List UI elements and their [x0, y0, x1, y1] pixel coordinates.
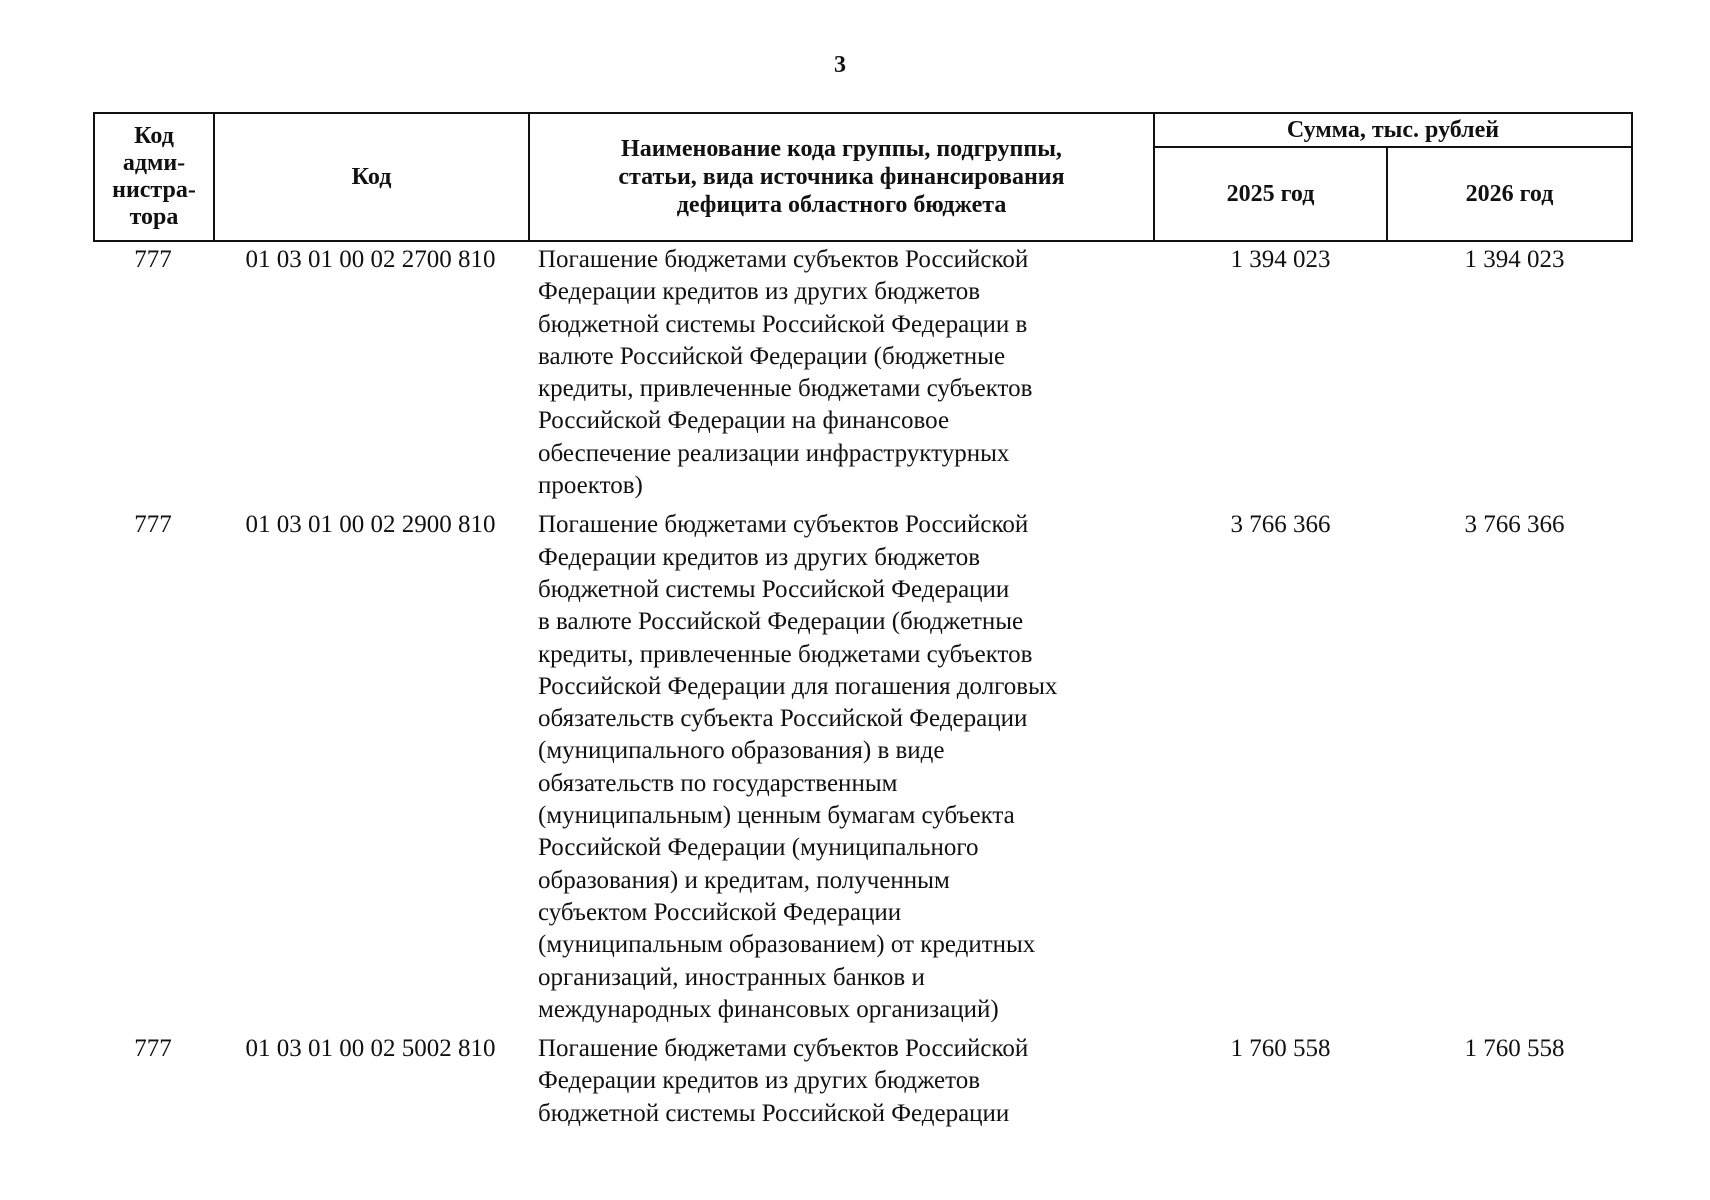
page-number: 3 — [834, 52, 846, 78]
name-line: Федерации кредитов из других бюджетов — [538, 1067, 981, 1095]
header-admin-code-line: Код — [134, 123, 174, 149]
name-line: проектов) — [538, 472, 643, 500]
name-line: Российской Федерации для погашения долговых — [538, 672, 1058, 700]
name-line: в валюте Российской Федерации (бюджетные — [538, 608, 1024, 636]
name-cell — [528, 509, 1163, 1026]
header-year-2026: 2026 год — [1387, 147, 1632, 241]
table-body — [93, 242, 1631, 1130]
name-line: (муниципального образования) в виде — [538, 737, 945, 765]
header-name-line: Наименование кода группы, подгруппы, — [621, 136, 1062, 162]
code-cell: 01 03 01 00 02 2700 810 — [245, 246, 496, 273]
table-row — [93, 1033, 1631, 1130]
name-line: кредиты, привлеченные бюджетами субъектов — [538, 375, 1033, 403]
name-line: (муниципальным) ценным бумагам субъекта — [538, 802, 1015, 830]
name-line: бюджетной системы Российской Федерации — [538, 1099, 1010, 1127]
sum-2026-cell: 3 766 366 — [1464, 511, 1565, 539]
name-line: Федерации кредитов из других бюджетов — [538, 278, 981, 306]
admin-code-cell: 777 — [134, 1035, 172, 1063]
sum-2026-cell: 1 394 023 — [1464, 246, 1565, 273]
table-row — [93, 244, 1631, 502]
table-row — [93, 509, 1631, 1026]
name-line: Российской Федерации на финансовое — [538, 407, 950, 435]
header-name-line: статьи, вида источника финансирования — [618, 164, 1065, 190]
name-line: субъектом Российской Федерации — [538, 898, 902, 926]
name-line: валюте Российской Федерации (бюджетные — [538, 342, 1006, 370]
name-line: Погашение бюджетами субъектов Российской — [538, 1035, 1029, 1063]
header-year-2025: 2025 год — [1154, 147, 1387, 241]
name-cell — [528, 244, 1163, 502]
sum-2025-cell: 3 766 366 — [1230, 511, 1331, 539]
header-sum: Сумма, тыс. рублей — [1154, 113, 1632, 147]
header-admin-code-line: адми- — [122, 150, 186, 176]
sum-2025-cell: 1 394 023 — [1230, 246, 1331, 273]
name-line: Российской Федерации (муниципального — [538, 834, 979, 862]
name-line: (муниципальным образованием) от кредитных — [538, 931, 1036, 959]
name-line: обеспечение реализации инфраструктурных — [538, 439, 1010, 467]
name-cell — [528, 1033, 1163, 1130]
header-admin-code-line: тора — [129, 204, 179, 230]
name-line: Погашение бюджетами субъектов Российской — [538, 246, 1029, 273]
name-line: кредиты, привлеченные бюджетами субъектов — [538, 640, 1033, 668]
name-line: образования) и кредитам, полученным — [538, 866, 950, 894]
name-line: бюджетной системы Российской Федерации в — [538, 310, 1028, 338]
header-admin-code-line: нистра- — [112, 177, 196, 203]
name-line: бюджетной системы Российской Федерации — [538, 575, 1010, 603]
name-line: Федерации кредитов из других бюджетов — [538, 543, 981, 571]
admin-code-cell: 777 — [134, 511, 172, 539]
admin-code-cell: 777 — [134, 246, 172, 273]
table-header — [93, 112, 1633, 242]
sum-2025-cell: 1 760 558 — [1230, 1035, 1331, 1063]
header-name-line: дефицита областного бюджета — [676, 192, 1007, 218]
name-line: обязательств по государственным — [538, 769, 898, 797]
code-cell: 01 03 01 00 02 5002 810 — [245, 1035, 496, 1063]
header-admin-code — [94, 113, 214, 241]
header-name — [529, 113, 1154, 241]
code-cell: 01 03 01 00 02 2900 810 — [245, 511, 496, 539]
sum-2026-cell: 1 760 558 — [1464, 1035, 1565, 1063]
name-line: международных финансовых организаций) — [538, 995, 999, 1023]
name-line: Погашение бюджетами субъектов Российской — [538, 511, 1029, 539]
header-code: Код — [214, 113, 529, 241]
name-line: организаций, иностранных банков и — [538, 963, 925, 991]
name-line: обязательств субъекта Российской Федерации — [538, 705, 1028, 733]
